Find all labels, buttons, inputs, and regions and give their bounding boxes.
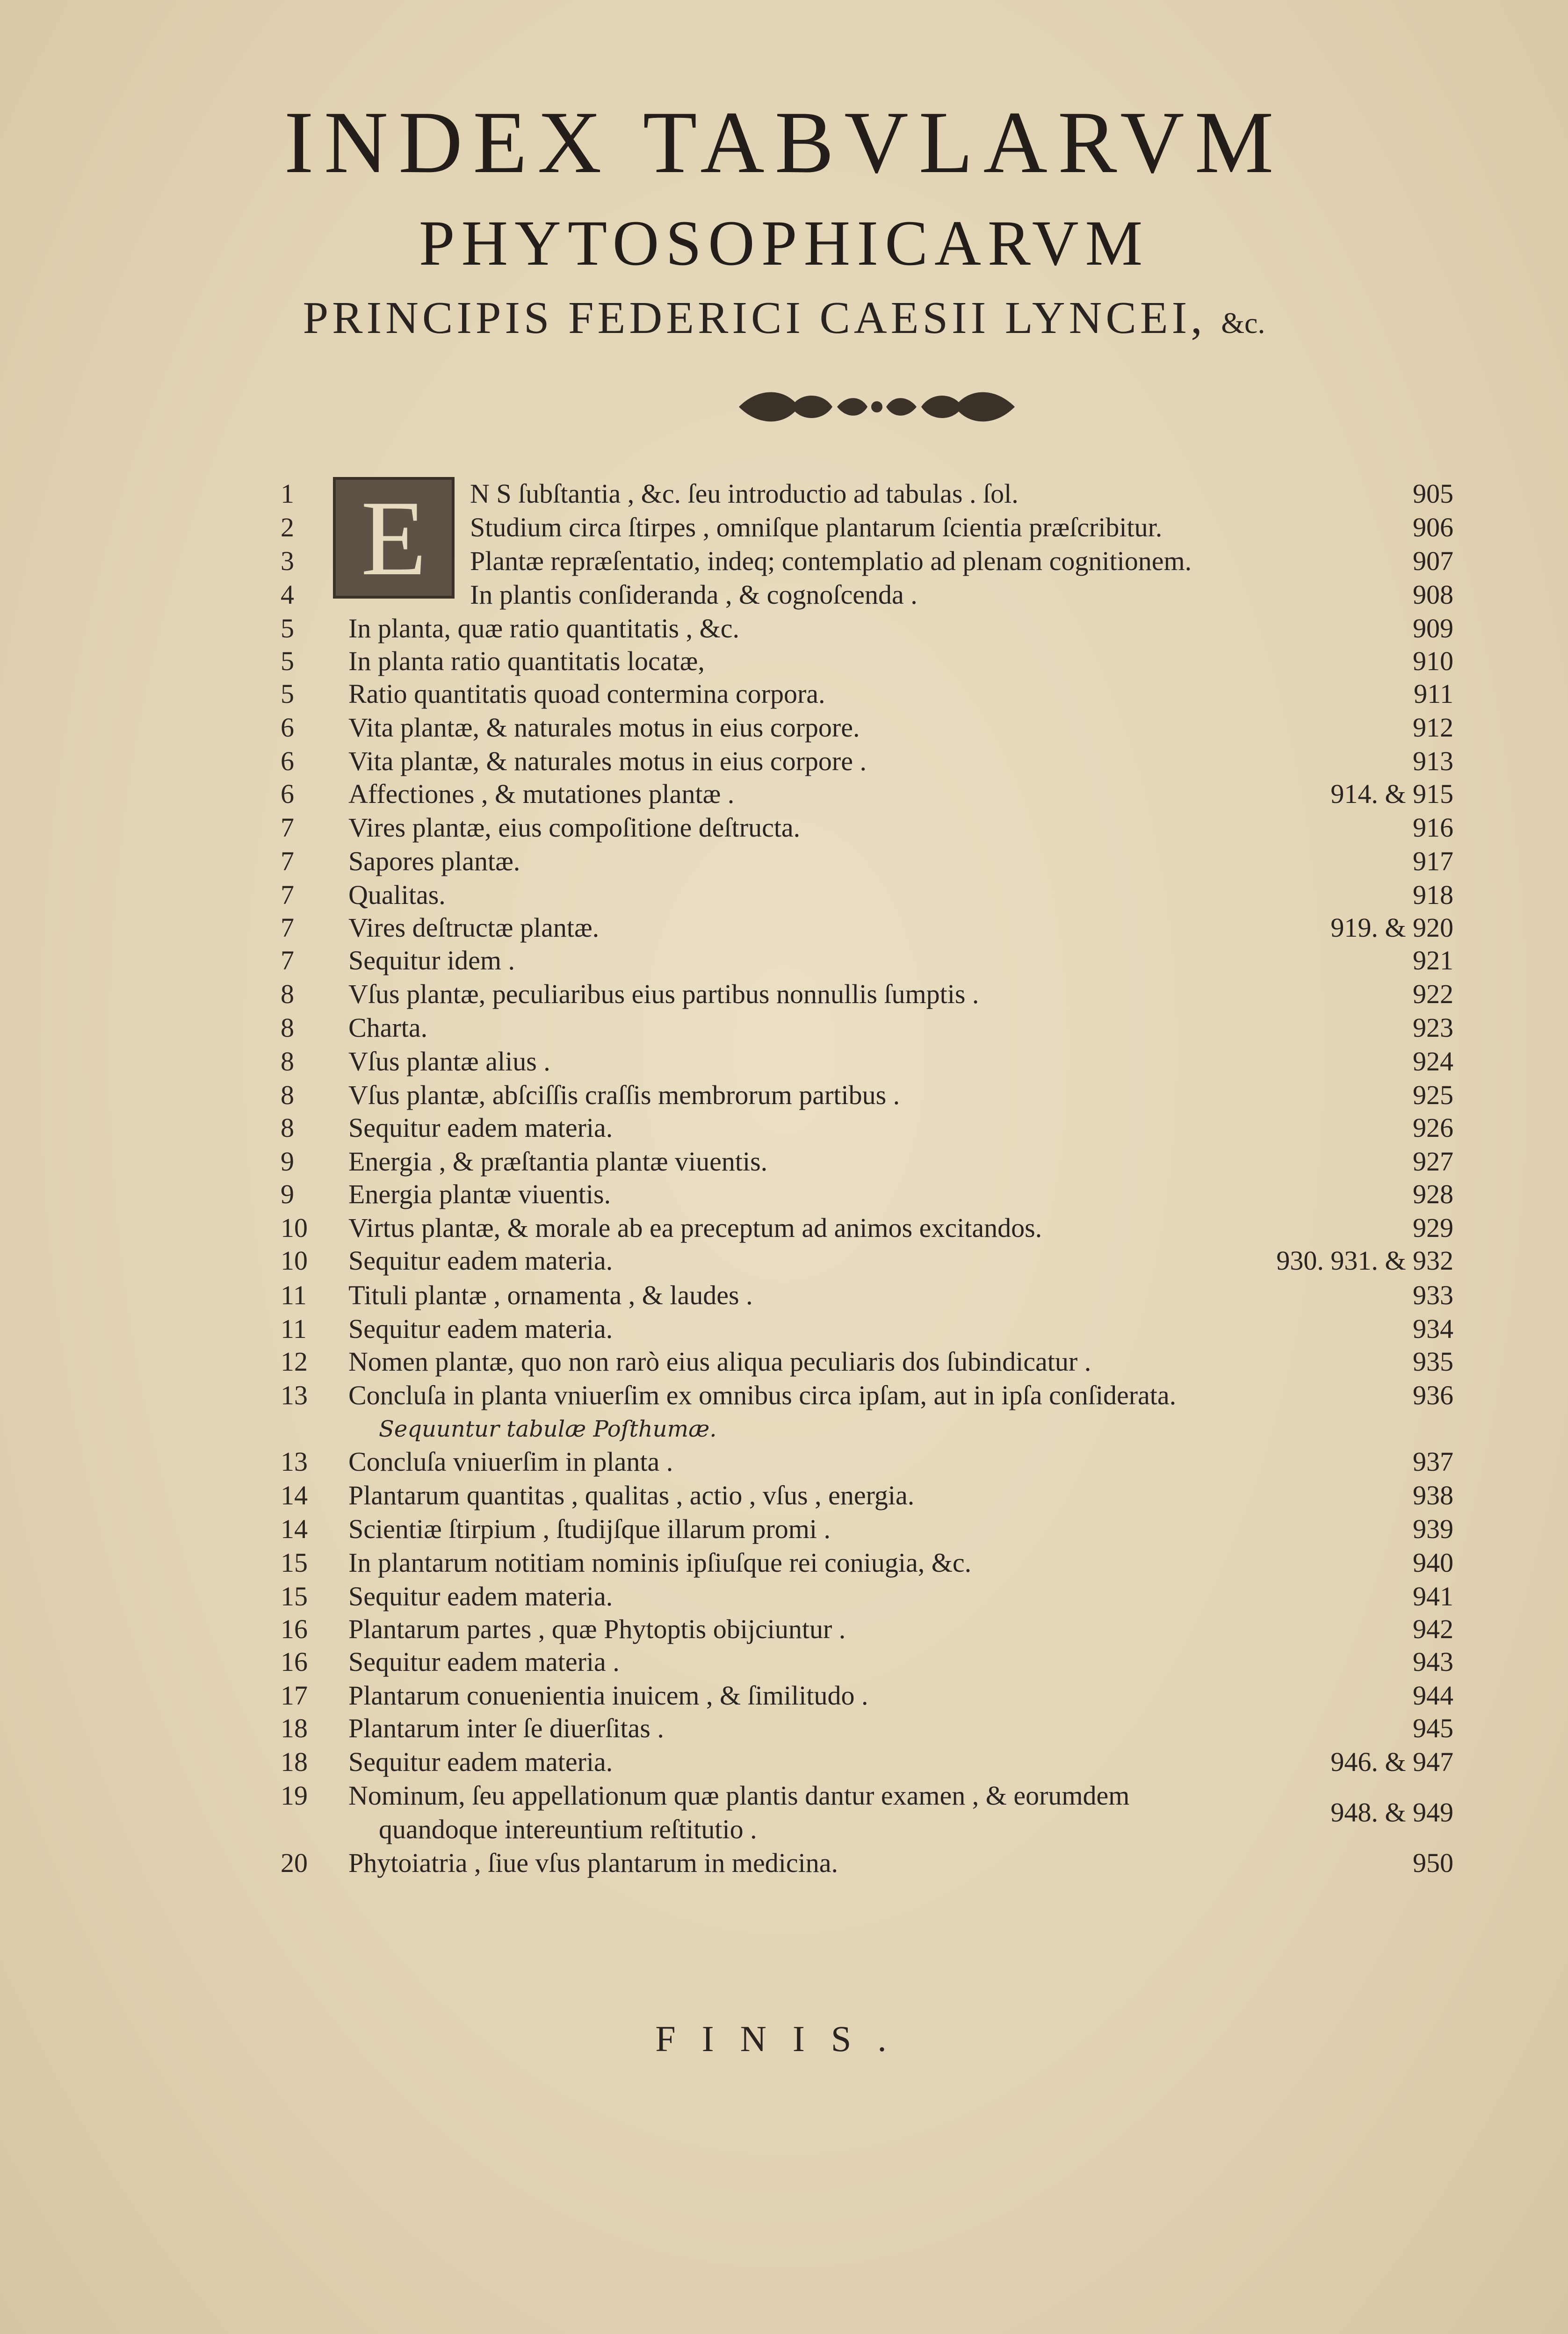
index-entry [0, 1312, 1568, 1346]
entry-page-number: 929 [1413, 1213, 1453, 1243]
entry-page-number: 912 [1413, 712, 1453, 743]
entry-number: 8 [281, 1080, 294, 1110]
entry-title: Sapores plantæ. [348, 846, 520, 876]
entry-page-number: 919. & 920 [1330, 912, 1453, 943]
entry-page-number: 926 [1413, 1113, 1453, 1143]
index-entry [0, 878, 1568, 912]
index-entry [0, 511, 1568, 544]
entry-number: 7 [281, 945, 294, 976]
entry-page-number: 933 [1413, 1280, 1453, 1310]
index-entry [0, 1712, 1568, 1745]
entry-title: Virtus plantæ, & morale ab ea preceptum ad animos excitandos. [348, 1213, 1042, 1243]
entry-page-number: 907 [1413, 546, 1453, 576]
title-line-2: PHYTOSOPHICARVM [419, 207, 1149, 279]
decorative-ornament-icon [730, 381, 1024, 433]
title-line-3-text: PRINCIPIS FEDERICI CAESII LYNCEI, [303, 293, 1206, 343]
index-entry [0, 777, 1568, 811]
index-entry [0, 477, 1568, 511]
entry-number: 5 [281, 679, 294, 709]
entry-title: Nomen plantæ, quo non rarò eius aliqua peculiaris dos ſubindicatur . [348, 1346, 1091, 1377]
entry-page-number: 935 [1413, 1346, 1453, 1377]
index-entry [0, 1045, 1568, 1078]
index-entry [0, 944, 1568, 977]
entry-number: 10 [281, 1213, 308, 1243]
entry-title: Sequitur eadem materia . [348, 1647, 620, 1677]
entry-page-number: 943 [1413, 1647, 1453, 1677]
entry-title: Scientiæ ſtirpium , ſtudijſque illarum promi . [348, 1514, 831, 1544]
entry-page-number: 941 [1413, 1581, 1453, 1611]
index-entry [0, 1445, 1568, 1479]
entry-title: Concluſa in planta vniuerſim ex omnibus circa ipſam, aut in ipſa conſiderata. [348, 1380, 1177, 1410]
entry-title: Energia , & præſtantia plantæ viuentis. [348, 1146, 768, 1177]
entry-number: 8 [281, 1046, 294, 1077]
index-entry [0, 1745, 1568, 1779]
entry-page-number: 913 [1413, 746, 1453, 776]
entry-page-number: 918 [1413, 880, 1453, 910]
entry-number: 7 [281, 846, 294, 876]
index-entry [0, 644, 1568, 678]
index-entry [0, 1546, 1568, 1580]
index-entry [0, 977, 1568, 1011]
title-line-3-suffix: &c. [1221, 306, 1265, 340]
entry-number: 18 [281, 1713, 308, 1743]
entry-number: 11 [281, 1280, 307, 1310]
entry-page-number: 940 [1413, 1547, 1453, 1578]
entry-number: 12 [281, 1346, 308, 1377]
entry-number: 5 [281, 613, 294, 643]
entry-page-number: 930. 931. & 932 [1276, 1245, 1453, 1276]
entry-page-number: 910 [1413, 646, 1453, 676]
entry-page-number: 934 [1413, 1314, 1453, 1344]
entry-number: 13 [281, 1446, 308, 1477]
index-entry [0, 1178, 1568, 1211]
index-entry [0, 1645, 1568, 1679]
entry-number: 6 [281, 746, 294, 776]
entry-number: 20 [281, 1848, 308, 1878]
entry-page-number: 917 [1413, 846, 1453, 876]
entry-number: 7 [281, 912, 294, 943]
entry-title: In plantarum notitiam nominis ipſiuſque rei coniugia, &c. [348, 1547, 972, 1578]
entry-title: Vires deſtructæ plantæ. [348, 912, 600, 943]
entry-page-number: 921 [1413, 945, 1453, 976]
index-entry [0, 1612, 1568, 1646]
entry-title: Plantarum inter ſe diuerſitas . [348, 1713, 664, 1743]
entry-number: 1 [281, 478, 294, 509]
entry-number: 15 [281, 1547, 308, 1578]
entry-number: 8 [281, 1012, 294, 1043]
entry-title: In planta, quæ ratio quantitatis , &c. [348, 613, 739, 643]
entry-page-number: 925 [1413, 1080, 1453, 1110]
entry-page-number: 938 [1413, 1480, 1453, 1510]
index-entry [0, 544, 1568, 578]
entry-page-number: 945 [1413, 1713, 1453, 1743]
entry-number: 9 [281, 1146, 294, 1177]
entry-title: Nominum, ſeu appellationum quæ plantis dantur examen , & eorumdem [348, 1780, 1130, 1811]
entry-page-number: 927 [1413, 1146, 1453, 1177]
entry-subheading: Sequuntur tabulæ Poſthumæ. [379, 1416, 717, 1442]
entry-title: Vſus plantæ, abſciſſis craſſis membrorum partibus . [348, 1080, 900, 1110]
entry-page-number: 916 [1413, 812, 1453, 843]
entry-number: 2 [281, 512, 294, 542]
entry-number: 5 [281, 646, 294, 676]
entry-number: 7 [281, 812, 294, 843]
entry-number: 15 [281, 1581, 308, 1611]
entry-title: Plantarum conuenientia inuicem , & ſimilitudo . [348, 1680, 868, 1711]
entry-number: 13 [281, 1380, 308, 1410]
entry-page-number: 909 [1413, 613, 1453, 643]
entry-title: Vita plantæ, & naturales motus in eius corpore. [348, 712, 860, 743]
index-entry [0, 1779, 1568, 1844]
entry-page-number: 942 [1413, 1614, 1453, 1644]
entry-title: Phytoiatria , ſiue vſus plantarum in medicina. [348, 1848, 838, 1878]
entry-title: Energia plantæ viuentis. [348, 1179, 611, 1209]
index-entry [0, 1211, 1568, 1245]
entry-number: 11 [281, 1314, 307, 1344]
entry-page-number: 905 [1413, 478, 1453, 509]
index-entry [0, 1479, 1568, 1512]
entry-title: In planta ratio quantitatis locatæ, [348, 646, 705, 676]
entry-number: 16 [281, 1614, 308, 1644]
entry-page-number: 939 [1413, 1514, 1453, 1544]
entry-number: 16 [281, 1647, 308, 1677]
entry-page-number: 936 [1413, 1380, 1453, 1410]
entry-title-continuation: quandoque intereuntium reſtitutio . [379, 1814, 757, 1844]
entry-title: Vſus plantæ alius . [348, 1046, 550, 1077]
entry-page-number: 923 [1413, 1012, 1453, 1043]
index-entry [0, 845, 1568, 878]
entry-title: Vires plantæ, eius compoſitione deſtructa. [348, 812, 801, 843]
finis-footer: FINIS. [655, 2018, 913, 2059]
entry-title: Plantarum partes , quæ Phytoptis obijciuntur . [348, 1614, 846, 1644]
index-entry [0, 711, 1568, 744]
entry-title: Sequitur eadem materia. [348, 1113, 613, 1143]
initial-letter-glyph: E [361, 478, 427, 598]
entry-title: Sequitur eadem materia. [348, 1245, 613, 1276]
entry-title: Vita plantæ, & naturales motus in eius corpore . [348, 746, 867, 776]
index-entry [0, 677, 1568, 711]
index-entry [0, 744, 1568, 778]
entry-number: 6 [281, 712, 294, 743]
entry-page-number: 948. & 949 [1330, 1797, 1453, 1828]
entry-title: Studium circa ſtirpes , omniſque plantarum ſcientia præſcribitur. [470, 512, 1163, 542]
entry-page-number: 922 [1413, 979, 1453, 1009]
entry-number: 19 [281, 1780, 308, 1811]
index-entry [0, 612, 1568, 645]
entry-title: Affectiones , & mutationes plantæ . [348, 779, 735, 809]
entry-title: N S ſubſtantia , &c. ſeu introductio ad tabulas . ſol. [470, 478, 1019, 509]
index-entry [0, 1078, 1568, 1112]
title-line-1: INDEX TABVLARVM [284, 94, 1284, 192]
entry-title: Sequitur eadem materia. [348, 1747, 613, 1777]
entry-title: Plantæ repræſentatio, indeq; contemplatio ad plenam cognitionem. [470, 546, 1192, 576]
entry-title: Vſus plantæ, peculiaribus eius partibus nonnullis ſumptis . [348, 979, 979, 1009]
index-entry [0, 1279, 1568, 1312]
entry-number: 17 [281, 1680, 308, 1711]
entry-page-number: 928 [1413, 1179, 1453, 1209]
entry-number: 7 [281, 880, 294, 910]
entry-number: 8 [281, 1113, 294, 1143]
index-entry [0, 1345, 1568, 1379]
entry-page-number: 908 [1413, 579, 1453, 610]
index-entry [0, 1379, 1568, 1442]
entry-page-number: 914. & 915 [1330, 779, 1453, 809]
index-entry [0, 1846, 1568, 1880]
index-entry [0, 1111, 1568, 1145]
entry-number: 14 [281, 1480, 308, 1510]
entry-title: Plantarum quantitas , qualitas , actio , vſus , energia. [348, 1480, 915, 1510]
entry-number: 6 [281, 779, 294, 809]
entry-title: Sequitur idem . [348, 945, 515, 976]
title-line-3 [0, 290, 1568, 351]
entry-number: 4 [281, 579, 294, 610]
entry-number: 18 [281, 1747, 308, 1777]
entry-number: 14 [281, 1514, 308, 1544]
entry-page-number: 911 [1414, 679, 1453, 709]
entry-page-number: 937 [1413, 1446, 1453, 1477]
entry-number: 10 [281, 1245, 308, 1276]
index-entry [0, 1011, 1568, 1045]
entry-title: Ratio quantitatis quoad contermina corpora. [348, 679, 825, 709]
entry-title: In plantis conſideranda , & cognoſcenda . [470, 579, 918, 610]
entry-page-number: 906 [1413, 512, 1453, 542]
entry-page-number: 946. & 947 [1330, 1747, 1453, 1777]
entry-page-number: 944 [1413, 1680, 1453, 1711]
entry-title: Qualitas. [348, 880, 446, 910]
index-entry [0, 1679, 1568, 1713]
entry-number: 8 [281, 979, 294, 1009]
entry-page-number: 924 [1413, 1046, 1453, 1077]
index-entry [0, 1244, 1568, 1278]
index-entry [0, 578, 1568, 612]
entry-number: 3 [281, 546, 294, 576]
index-entry [0, 1580, 1568, 1613]
index-entry [0, 1145, 1568, 1178]
entry-page-number: 950 [1413, 1848, 1453, 1878]
entry-title: Sequitur eadem materia. [348, 1581, 613, 1611]
entry-title: Concluſa vniuerſim in planta . [348, 1446, 673, 1477]
index-entry [0, 911, 1568, 945]
entry-title: Charta. [348, 1012, 428, 1043]
entry-number: 9 [281, 1179, 294, 1209]
index-entry [0, 811, 1568, 845]
entry-title: Tituli plantæ , ornamenta , & laudes . [348, 1280, 753, 1310]
entry-title: Sequitur eadem materia. [348, 1314, 613, 1344]
index-entry [0, 1512, 1568, 1546]
